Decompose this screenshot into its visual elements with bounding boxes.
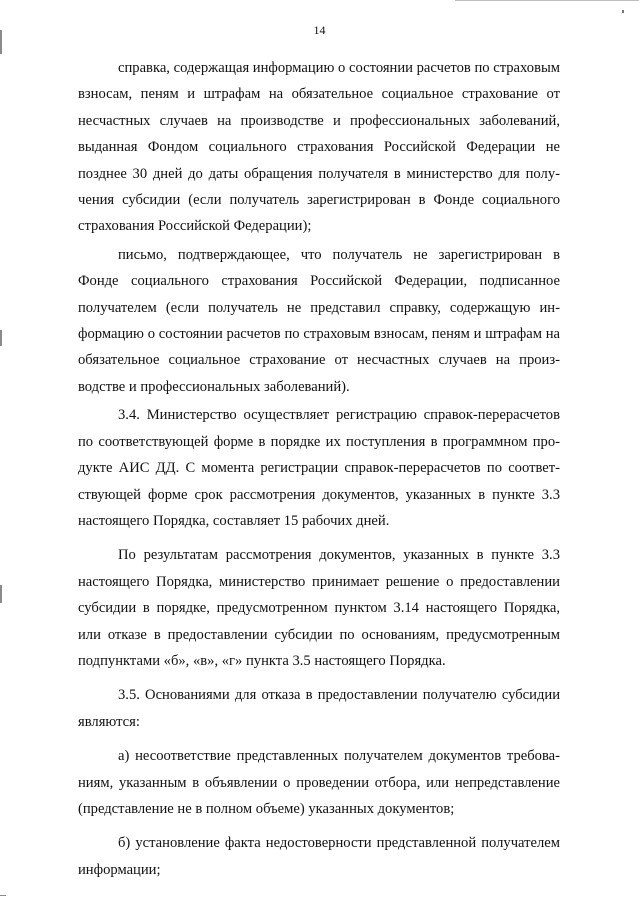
paragraph-certificate: справка, содержащая информацию о состоянии расчетов по страховым взносам, пеням и штрафам на обязательное социальное страхование от несчастных случаев на производстве и профессиональных заболеваний, выданная Фондом социального страхования Российской Федерации не позднее 30 дней до даты обращения получателя в министерство для получения субсидии (если получатель зарегистрирован в Фонде социального страхования Российской Федерации); [78, 60, 560, 235]
scan-edge-mark [0, 330, 2, 346]
scan-speck [622, 10, 624, 13]
paragraph-review-results: По результатам рассмотрения документов, указанных в пункте 3.3 настоящего Порядка, министерство принимает решение о предоставлении субсидии в порядке, предусмотренном пунктом 3.14 настоящего Порядка, или отказе в предоставлении субсидии по основаниям, предусмотренным подпунктами «б», «в», «г» пункта 3.5 настоящего Порядка. [78, 547, 560, 669]
paragraph-3-4: 3.4. Министерство осуществляет регистрацию справок-перерасчетов по соответствующей форме в порядке их поступления в программном продукте АИС ДД. С момента регистрации справок-перерасчетов по соответствующей форме срок рассмотрения документов, указанных в пункте 3.3 настоящего Порядка, составляет 15 рабочих дней. [78, 407, 560, 529]
page-number: 14 [313, 23, 326, 37]
list-item-a: а) несоответствие представленных получателем документов требованиям, указанным в объявлении о проведении отбора, или непредставление (представление не в полном объеме) указанных документов; [78, 748, 560, 817]
scan-edge-line [455, 0, 639, 1]
list-item-b: б) установление факта недостоверности представленной получателем информации; [78, 835, 560, 878]
paragraph-letter: письмо, подтверждающее, что получатель не зарегистрирован в Фонде социального страхования Российской Федерации, подписанное получателем (если получатель не представил справку, содержащую информацию о состоянии расчетов по страховым взносам, пеням и штрафам на обязательное социальное страхование от несчастных случаев на производстве и профессиональных заболеваний). [78, 246, 560, 395]
scan-edge-mark [0, 585, 2, 603]
document-body [78, 55, 560, 883]
scan-edge-mark [0, 895, 6, 896]
paragraph-3-5: 3.5. Основаниями для отказа в предоставлении получателю субсидии являются: [78, 687, 560, 730]
